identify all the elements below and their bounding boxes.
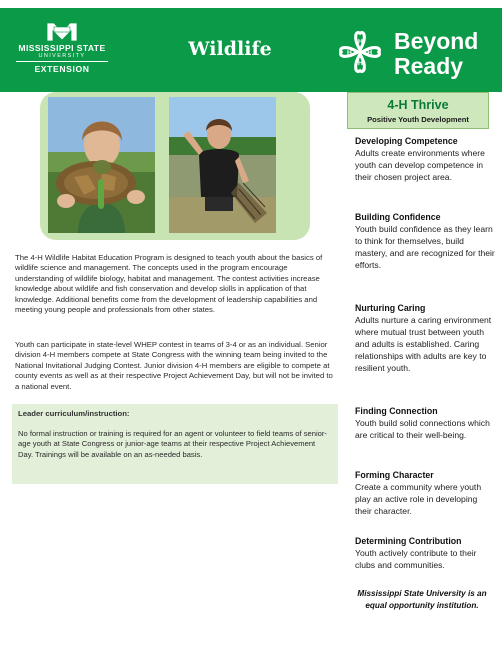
leader-curriculum-heading: Leader curriculum/instruction: — [18, 409, 130, 418]
photo-girl-with-turtle — [48, 97, 155, 233]
svg-text:H: H — [357, 60, 363, 67]
logo-extension: EXTENSION — [34, 64, 90, 74]
photo-boy-with-net — [169, 97, 276, 233]
section-text: Create a community where youth play an active role in developing their character. — [355, 482, 482, 516]
sidebar-section-confidence — [355, 212, 495, 271]
participation-paragraph: Youth can participate in state-level WHEP contest in teams of 3-4 or as an individual. Senior division 4-H members compete at State Congress with the winning team being invited to the National Invitational Judging Contest. Junior division 4-H members are eligible to compete at county events as well as at their respective Project Achievement Day, but will not be invited to a national event. — [15, 340, 333, 391]
logo-divider — [16, 61, 108, 62]
slogan-line-2: Ready — [394, 53, 464, 79]
section-heading: Nurturing Caring — [355, 303, 426, 313]
section-heading: Determining Contribution — [355, 536, 462, 546]
slogan — [394, 29, 478, 79]
section-text: Youth build solid connections which are critical to their well-being. — [355, 418, 490, 440]
header-banner — [0, 8, 502, 92]
msu-m-logo-icon — [45, 20, 79, 42]
section-text: Youth actively contribute to their clubs and communities. — [355, 548, 477, 570]
leader-curriculum-box — [12, 404, 338, 484]
msu-extension-logo — [10, 20, 114, 84]
sidebar-section-contribution — [355, 536, 495, 571]
section-heading: Developing Competence — [355, 136, 458, 146]
thrive-subtitle: Positive Youth Development — [367, 115, 469, 124]
sidebar-section-character — [355, 470, 495, 517]
photo-frame — [40, 92, 310, 240]
page-title: Wildlife — [188, 38, 272, 60]
section-text: Adults nurture a caring environment where mutual trust between youth and adults is established. Caring relationships with adults are key to resilient youth. — [355, 315, 492, 373]
logo-university-name: MISSISSIPPI STATE — [18, 43, 106, 53]
equal-opportunity-statement: Mississippi State University is an equal opportunity institution. — [357, 589, 487, 610]
section-heading: Finding Connection — [355, 406, 438, 416]
section-heading: Forming Character — [355, 470, 434, 480]
intro-paragraph: The 4-H Wildlife Habitat Education Program is designed to teach youth about the basics of wildlife science and management. The concepts used in the program encourage understanding of wildlife biology, habitat and management. The contest activities increase knowledge about wildlife and fish conservation and develop skills in application of that knowledge. Additional benefits come from the development of leadership capabilities and meeting young people and professionals from other states. — [15, 253, 323, 315]
svg-text:H: H — [357, 38, 363, 46]
svg-text:H: H — [347, 49, 352, 57]
sidebar-section-connection — [355, 406, 495, 441]
section-text: Youth build confidence as they learn to think for themselves, build mastery, and are recognized for their efforts. — [355, 224, 495, 270]
thrive-title: 4-H Thrive — [387, 98, 449, 112]
section-heading: Building Confidence — [355, 212, 441, 222]
logo-university-word: UNIVERSITY — [38, 53, 86, 59]
thrive-header-box — [347, 92, 489, 129]
leader-curriculum-text: No formal instruction or training is required for an agent or volunteer to field teams of senior-age youth at State Congress or junior-age teams at their respective Project Achievement Day. Trainings will be available on an as-needed basis. — [18, 429, 327, 459]
sidebar-section-competence — [355, 136, 495, 183]
svg-text:H: H — [367, 49, 373, 57]
sidebar-section-caring — [355, 303, 495, 374]
4h-clover-icon — [334, 26, 386, 78]
section-text: Adults create environments where youth can develop competence in their chosen project area. — [355, 148, 485, 182]
slogan-line-1: Beyond — [394, 28, 479, 54]
